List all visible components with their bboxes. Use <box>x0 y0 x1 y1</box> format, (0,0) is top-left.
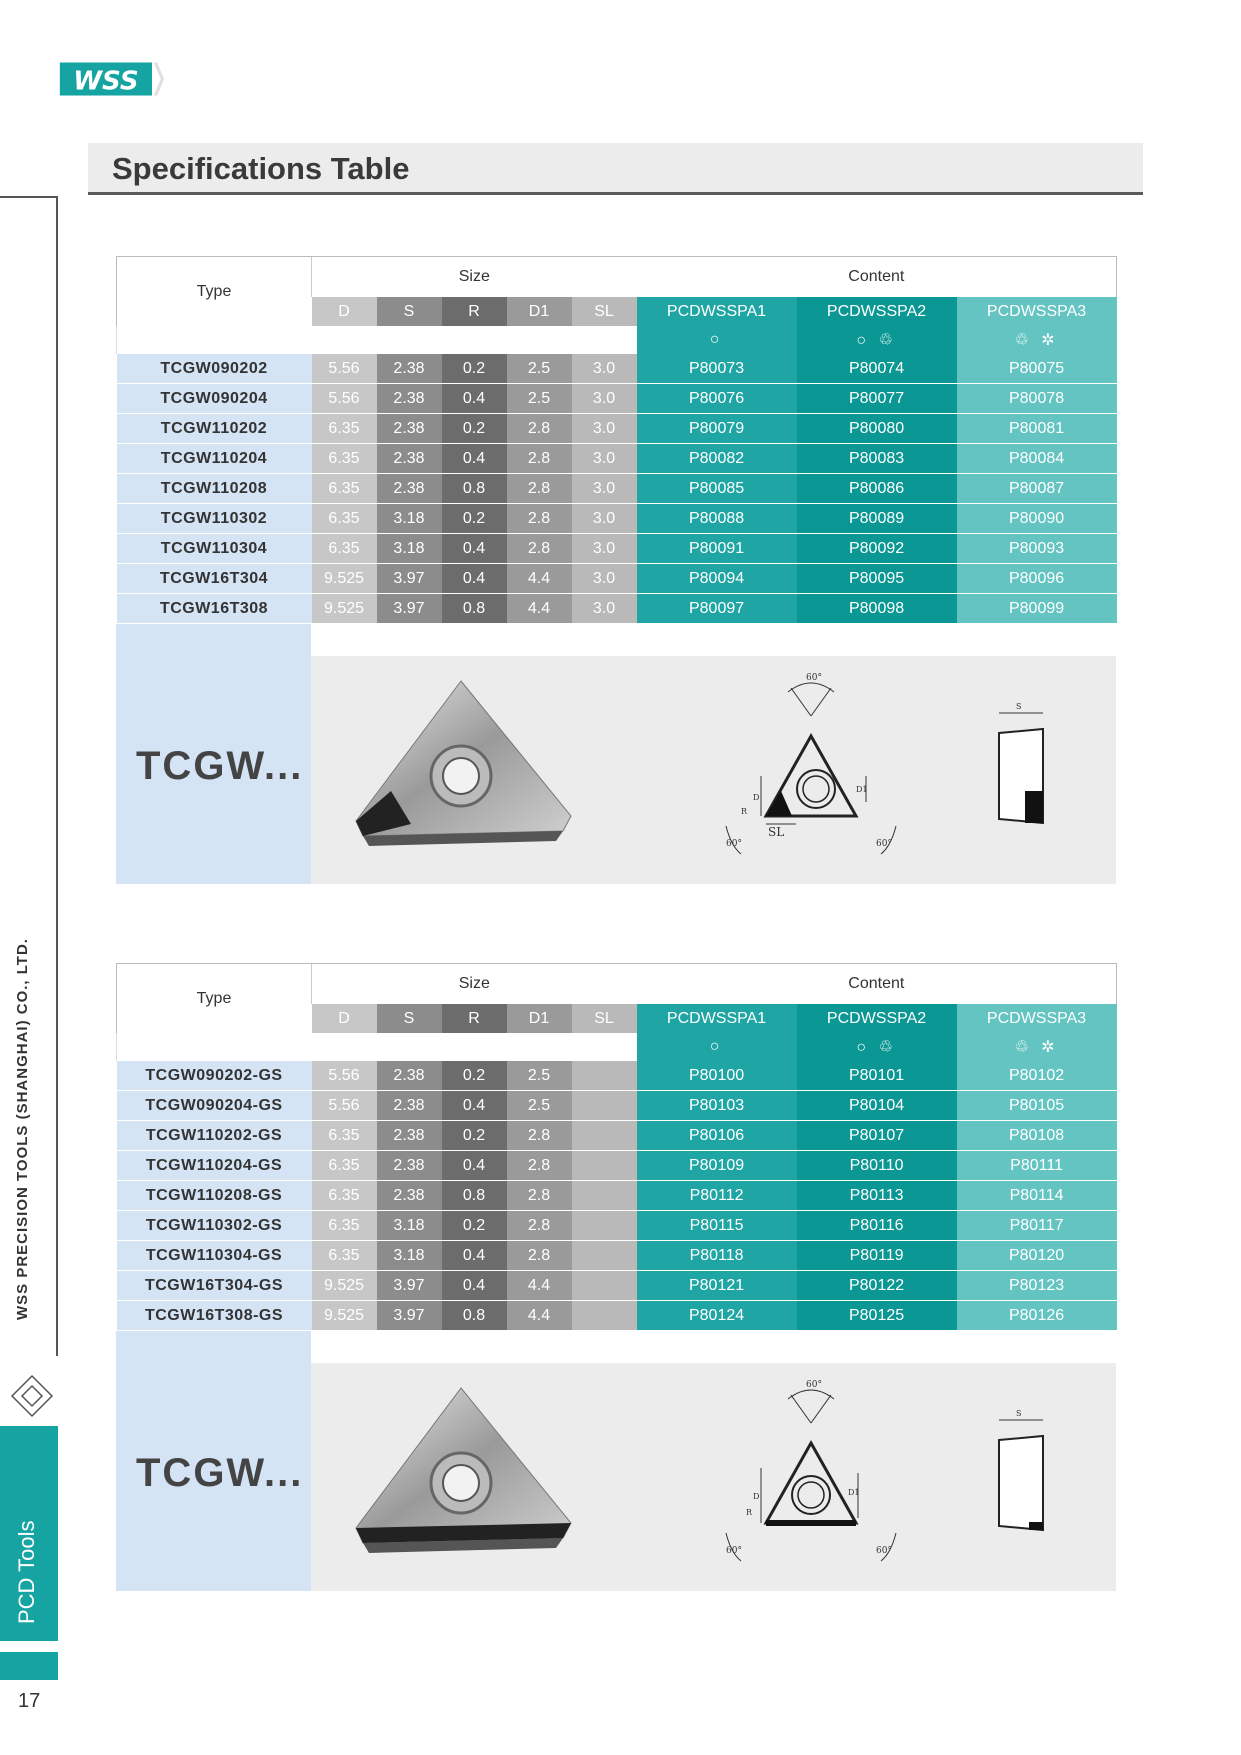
type-cell: TCGW110202 <box>117 414 312 444</box>
r-cell: 0.8 <box>442 1301 507 1331</box>
s-cell: 3.97 <box>377 594 442 624</box>
r-label: R <box>741 807 748 816</box>
page-number: 17 <box>18 1690 41 1712</box>
grade2-code: P80080 <box>797 414 957 444</box>
table-row <box>117 564 1117 594</box>
grade1-code: P80082 <box>637 444 797 474</box>
table-row <box>117 1121 1117 1151</box>
grade1-code: P80091 <box>637 534 797 564</box>
insert-photo <box>351 676 581 846</box>
d1-cell: 2.8 <box>507 534 572 564</box>
grade3-code: P80108 <box>957 1121 1117 1151</box>
col-header-s: S <box>377 1004 442 1033</box>
d-cell: 6.35 <box>312 444 377 474</box>
size-header: Size <box>312 257 637 298</box>
r-cell: 0.4 <box>442 1151 507 1181</box>
grade1-code: P80115 <box>637 1211 797 1241</box>
col-header-r: R <box>442 297 507 326</box>
r-cell: 0.4 <box>442 384 507 414</box>
grade-header-3: PCDWSSPA3 <box>957 297 1117 326</box>
drawing-panel <box>311 1363 1116 1591</box>
sl-cell <box>572 1301 637 1331</box>
grade-symbol-2: ○ ♲ <box>797 1033 957 1061</box>
grade3-code: P80096 <box>957 564 1117 594</box>
type-cell: TCGW16T304-GS <box>117 1271 312 1301</box>
table-row <box>117 1181 1117 1211</box>
angle-label-right: 60° <box>876 1546 892 1556</box>
type-cell: TCGW16T304 <box>117 564 312 594</box>
grade1-code: P80097 <box>637 594 797 624</box>
grade-symbol-3: ♲ ✲ <box>957 326 1117 354</box>
grade-symbol-3: ♲ ✲ <box>957 1033 1117 1061</box>
d-cell: 6.35 <box>312 1241 377 1271</box>
grade3-code: P80099 <box>957 594 1117 624</box>
d1-cell: 2.8 <box>507 1151 572 1181</box>
grade3-code: P80114 <box>957 1181 1117 1211</box>
table-row <box>117 1301 1117 1331</box>
grade1-code: P80100 <box>637 1061 797 1091</box>
table-row <box>117 444 1117 474</box>
s-cell: 3.18 <box>377 1211 442 1241</box>
table-row <box>117 534 1117 564</box>
d-cell: 5.56 <box>312 384 377 414</box>
d1-cell: 2.8 <box>507 1241 572 1271</box>
angle-label-left: 60° <box>726 839 742 849</box>
grade1-code: P80103 <box>637 1091 797 1121</box>
grade2-code: P80095 <box>797 564 957 594</box>
angle-label-top: 60° <box>806 673 822 683</box>
s-cell: 3.97 <box>377 564 442 594</box>
s-label: S <box>1016 702 1022 711</box>
type-cell: TCGW090204-GS <box>117 1091 312 1121</box>
col-header-sl: SL <box>572 297 637 326</box>
col-header-d1: D1 <box>507 297 572 326</box>
table-row <box>117 1211 1117 1241</box>
s-cell: 2.38 <box>377 414 442 444</box>
type-cell: TCGW090202 <box>117 354 312 384</box>
grade-symbol-2: ○ ♲ <box>797 326 957 354</box>
image-panel-1 <box>116 624 1116 884</box>
sl-cell <box>572 1091 637 1121</box>
sl-cell: 3.0 <box>572 474 637 504</box>
category-label: PCD Tools <box>14 1520 39 1624</box>
grade1-code: P80076 <box>637 384 797 414</box>
sl-cell: 3.0 <box>572 534 637 564</box>
grade-header-3: PCDWSSPA3 <box>957 1004 1117 1033</box>
sl-cell: 3.0 <box>572 384 637 414</box>
logo-text: WSS <box>73 66 139 97</box>
sl-cell <box>572 1181 637 1211</box>
col-header-sl: SL <box>572 1004 637 1033</box>
category-tab[interactable] <box>0 1426 58 1641</box>
type-cell: TCGW090202-GS <box>117 1061 312 1091</box>
insert-side-view-drawing <box>991 1408 1051 1538</box>
type-cell: TCGW110304-GS <box>117 1241 312 1271</box>
insert-side-view-drawing <box>991 701 1051 831</box>
grade1-code: P80088 <box>637 504 797 534</box>
s-cell: 2.38 <box>377 474 442 504</box>
d-label: D <box>753 1492 760 1501</box>
table-row <box>117 474 1117 504</box>
image-panel-2 <box>116 1331 1116 1591</box>
s-cell: 2.38 <box>377 1061 442 1091</box>
d1-cell: 2.8 <box>507 474 572 504</box>
sl-cell: 3.0 <box>572 444 637 474</box>
grade-symbol-1: ○ <box>637 1033 797 1061</box>
s-cell: 3.18 <box>377 534 442 564</box>
angle-label-right: 60° <box>876 839 892 849</box>
angle-label-left: 60° <box>726 1546 742 1556</box>
d1-label: D1 <box>848 1488 860 1497</box>
grade2-code: P80089 <box>797 504 957 534</box>
d1-cell: 2.8 <box>507 414 572 444</box>
d-cell: 6.35 <box>312 1211 377 1241</box>
type-cell: TCGW110204-GS <box>117 1151 312 1181</box>
type-cell: TCGW110302-GS <box>117 1211 312 1241</box>
grade2-code: P80116 <box>797 1211 957 1241</box>
insert-top-view-drawing <box>706 666 916 866</box>
r-cell: 0.8 <box>442 594 507 624</box>
grade3-code: P80084 <box>957 444 1117 474</box>
type-cell: TCGW090204 <box>117 384 312 414</box>
grade2-code: P80113 <box>797 1181 957 1211</box>
d-cell: 6.35 <box>312 1121 377 1151</box>
product-label-panel <box>116 624 311 884</box>
grade2-code: P80092 <box>797 534 957 564</box>
r-cell: 0.4 <box>442 1091 507 1121</box>
s-cell: 2.38 <box>377 384 442 414</box>
s-cell: 2.38 <box>377 354 442 384</box>
section-title: Specifications Table <box>112 151 410 186</box>
table-row <box>117 414 1117 444</box>
sl-cell <box>572 1121 637 1151</box>
category-tab-marker <box>0 1652 58 1680</box>
table-row <box>117 1061 1117 1091</box>
type-cell: TCGW110208 <box>117 474 312 504</box>
angle-label-top: 60° <box>806 1380 822 1390</box>
d-cell: 9.525 <box>312 564 377 594</box>
grade-header-2: PCDWSSPA2 <box>797 297 957 326</box>
r-label: R <box>746 1508 753 1517</box>
d1-cell: 2.5 <box>507 1091 572 1121</box>
sl-label: SL <box>768 825 785 839</box>
grade2-code: P80086 <box>797 474 957 504</box>
insert-top-view-drawing <box>706 1373 916 1573</box>
col-header-d1: D1 <box>507 1004 572 1033</box>
product-label: TCGW... <box>136 744 304 788</box>
s-cell: 3.97 <box>377 1301 442 1331</box>
grade1-code: P80085 <box>637 474 797 504</box>
r-cell: 0.8 <box>442 474 507 504</box>
sl-cell <box>572 1271 637 1301</box>
grade3-code: P80087 <box>957 474 1117 504</box>
table-row <box>117 1091 1117 1121</box>
grade3-code: P80081 <box>957 414 1117 444</box>
grade3-code: P80120 <box>957 1241 1117 1271</box>
table-row <box>117 1271 1117 1301</box>
company-name: WSS PRECISION TOOLS (SHANGHAI) CO., LTD. <box>14 938 31 1320</box>
spec-table-2 <box>116 963 1116 1591</box>
type-cell: TCGW110304 <box>117 534 312 564</box>
grade-header-2: PCDWSSPA2 <box>797 1004 957 1033</box>
grade2-code: P80122 <box>797 1271 957 1301</box>
d1-cell: 2.5 <box>507 1061 572 1091</box>
s-cell: 2.38 <box>377 1121 442 1151</box>
wss-logo <box>59 59 165 99</box>
r-cell: 0.4 <box>442 444 507 474</box>
content-header: Content <box>637 257 1117 298</box>
d1-cell: 4.4 <box>507 1271 572 1301</box>
grade3-code: P80126 <box>957 1301 1117 1331</box>
d1-cell: 2.8 <box>507 504 572 534</box>
grade2-code: P80083 <box>797 444 957 474</box>
table-row <box>117 384 1117 414</box>
r-cell: 0.2 <box>442 414 507 444</box>
sl-cell <box>572 1211 637 1241</box>
grade-symbol-1: ○ <box>637 326 797 354</box>
d-cell: 6.35 <box>312 414 377 444</box>
d-cell: 6.35 <box>312 1181 377 1211</box>
grade3-code: P80105 <box>957 1091 1117 1121</box>
table-row <box>117 354 1117 384</box>
grade2-code: P80119 <box>797 1241 957 1271</box>
sl-cell: 3.0 <box>572 564 637 594</box>
grade1-code: P80112 <box>637 1181 797 1211</box>
size-header: Size <box>312 964 637 1005</box>
grade1-code: P80121 <box>637 1271 797 1301</box>
sl-cell <box>572 1061 637 1091</box>
col-header-d: D <box>312 1004 377 1033</box>
type-cell: TCGW110204 <box>117 444 312 474</box>
col-header-d: D <box>312 297 377 326</box>
d1-cell: 2.5 <box>507 354 572 384</box>
grade1-code: P80079 <box>637 414 797 444</box>
s-cell: 2.38 <box>377 1151 442 1181</box>
sl-cell: 3.0 <box>572 504 637 534</box>
product-label-panel <box>116 1331 311 1591</box>
type-cell: TCGW110302 <box>117 504 312 534</box>
d1-cell: 4.4 <box>507 564 572 594</box>
r-cell: 0.2 <box>442 1211 507 1241</box>
r-cell: 0.2 <box>442 354 507 384</box>
table-row <box>117 1151 1117 1181</box>
grade3-code: P80102 <box>957 1061 1117 1091</box>
d1-cell: 2.8 <box>507 1121 572 1151</box>
grade2-code: P80101 <box>797 1061 957 1091</box>
d-cell: 6.35 <box>312 504 377 534</box>
r-cell: 0.2 <box>442 1061 507 1091</box>
section-title-bar <box>88 143 1143 195</box>
d1-cell: 2.8 <box>507 444 572 474</box>
s-cell: 3.18 <box>377 504 442 534</box>
grade2-code: P80074 <box>797 354 957 384</box>
d-cell: 6.35 <box>312 534 377 564</box>
drawing-panel <box>311 656 1116 884</box>
content-header: Content <box>637 964 1117 1005</box>
grade3-code: P80123 <box>957 1271 1117 1301</box>
s-cell: 3.18 <box>377 1241 442 1271</box>
d-cell: 5.56 <box>312 1061 377 1091</box>
grade3-code: P80111 <box>957 1151 1117 1181</box>
grade3-code: P80117 <box>957 1211 1117 1241</box>
grade3-code: P80093 <box>957 534 1117 564</box>
diamond-icon <box>10 1374 54 1418</box>
grade1-code: P80124 <box>637 1301 797 1331</box>
col-header-s: S <box>377 297 442 326</box>
r-cell: 0.8 <box>442 1181 507 1211</box>
d1-label: D1 <box>856 785 868 794</box>
sl-cell <box>572 1151 637 1181</box>
r-cell: 0.2 <box>442 504 507 534</box>
grade2-code: P80104 <box>797 1091 957 1121</box>
r-cell: 0.4 <box>442 1271 507 1301</box>
table-row <box>117 1241 1117 1271</box>
d-cell: 5.56 <box>312 354 377 384</box>
s-label: S <box>1016 1409 1022 1418</box>
r-cell: 0.4 <box>442 564 507 594</box>
d1-cell: 4.4 <box>507 1301 572 1331</box>
type-cell: TCGW16T308-GS <box>117 1301 312 1331</box>
grade1-code: P80106 <box>637 1121 797 1151</box>
d-cell: 6.35 <box>312 1151 377 1181</box>
d-cell: 9.525 <box>312 1301 377 1331</box>
s-cell: 2.38 <box>377 444 442 474</box>
d1-cell: 2.8 <box>507 1181 572 1211</box>
r-cell: 0.4 <box>442 1241 507 1271</box>
type-header: Type <box>117 964 312 1034</box>
d-cell: 6.35 <box>312 474 377 504</box>
grade3-code: P80075 <box>957 354 1117 384</box>
d1-cell: 2.8 <box>507 1211 572 1241</box>
grade2-code: P80098 <box>797 594 957 624</box>
sl-cell <box>572 1241 637 1271</box>
r-cell: 0.4 <box>442 534 507 564</box>
grade2-code: P80110 <box>797 1151 957 1181</box>
sl-cell: 3.0 <box>572 354 637 384</box>
grade3-code: P80078 <box>957 384 1117 414</box>
s-cell: 2.38 <box>377 1091 442 1121</box>
type-cell: TCGW110208-GS <box>117 1181 312 1211</box>
grade1-code: P80073 <box>637 354 797 384</box>
grade1-code: P80118 <box>637 1241 797 1271</box>
d-cell: 9.525 <box>312 594 377 624</box>
s-cell: 3.97 <box>377 1271 442 1301</box>
sl-cell: 3.0 <box>572 414 637 444</box>
grade-header-1: PCDWSSPA1 <box>637 1004 797 1033</box>
d1-cell: 4.4 <box>507 594 572 624</box>
grade-header-1: PCDWSSPA1 <box>637 297 797 326</box>
d-label: D <box>753 793 760 802</box>
grade3-code: P80090 <box>957 504 1117 534</box>
sl-cell: 3.0 <box>572 594 637 624</box>
grade1-code: P80109 <box>637 1151 797 1181</box>
d1-cell: 2.5 <box>507 384 572 414</box>
table-row <box>117 504 1117 534</box>
type-cell: TCGW16T308 <box>117 594 312 624</box>
insert-photo <box>351 1383 581 1553</box>
table-row <box>117 594 1117 624</box>
type-header: Type <box>117 257 312 327</box>
type-cell: TCGW110202-GS <box>117 1121 312 1151</box>
grade2-code: P80107 <box>797 1121 957 1151</box>
d-cell: 5.56 <box>312 1091 377 1121</box>
d-cell: 9.525 <box>312 1271 377 1301</box>
r-cell: 0.2 <box>442 1121 507 1151</box>
grade2-code: P80125 <box>797 1301 957 1331</box>
s-cell: 2.38 <box>377 1181 442 1211</box>
spec-table-1 <box>116 256 1116 884</box>
product-label: TCGW... <box>136 1451 304 1495</box>
grade2-code: P80077 <box>797 384 957 414</box>
col-header-r: R <box>442 1004 507 1033</box>
grade1-code: P80094 <box>637 564 797 594</box>
